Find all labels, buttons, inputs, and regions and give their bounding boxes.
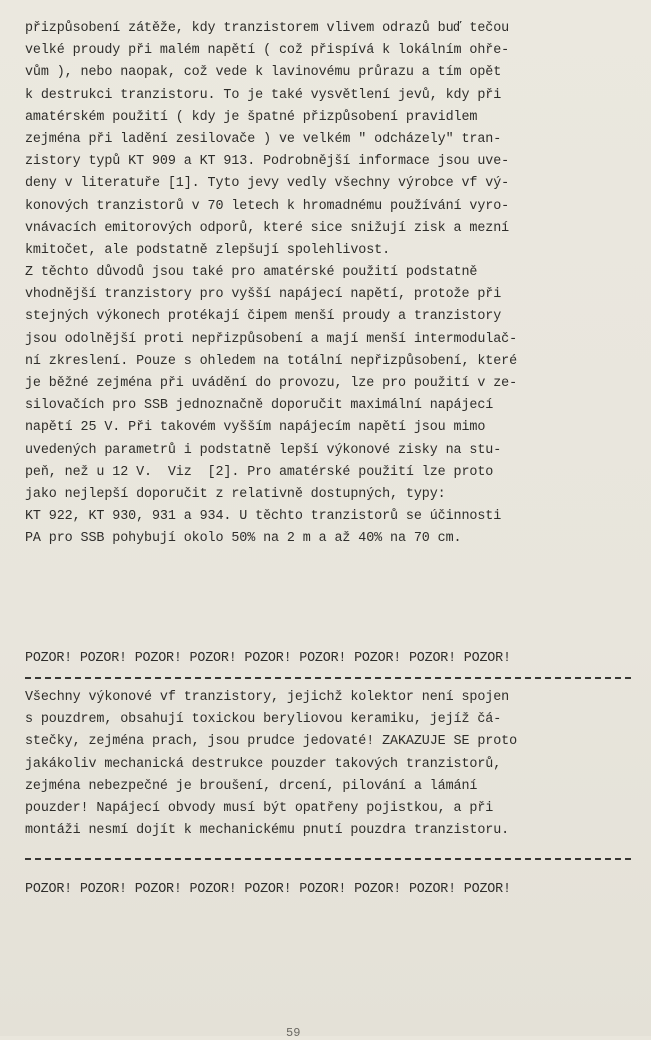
text-line: stejných výkonech protékají čipem menší proudy a tranzistory — [25, 309, 502, 325]
text-line: k destrukci tranzistoru. To je také vysvětlení jevů, kdy při — [25, 87, 502, 103]
warning-line: pouzder! Napájecí obvody musí být opatřeny pojistkou, a při — [25, 800, 494, 816]
text-line: jsou odolnější proti nepřizpůsobení a mají menší intermodulač- — [25, 331, 518, 347]
warning-banner-bottom: POZOR! POZOR! POZOR! POZOR! POZOR! POZOR! POZOR! POZOR! POZOR! — [25, 882, 511, 897]
text-line: vhodnější tranzistory pro vyšší napájecí napětí, protože při — [25, 287, 502, 303]
body-text — [25, 18, 637, 551]
text-line: konových tranzistorů v 70 letech k hromadnému používání vyro- — [25, 198, 510, 214]
text-line: vnávacích emitorových odporů, které sice snižují zisk a mezní — [25, 220, 510, 236]
dashed-divider-top — [25, 677, 631, 679]
text-line: napětí 25 V. Při takovém vyšším napájecím napětí jsou mimo — [25, 420, 486, 436]
text-line: kmitočet, ale podstatně zlepšují spolehlivost. — [25, 242, 391, 258]
text-line: uvedených parametrů i podstatně lepší výkonové zisky na stu- — [25, 442, 502, 458]
warning-line: zejména nebezpečné je broušení, drcení, pilování a lámání — [25, 778, 478, 794]
warning-line: montáži nesmí dojít k mechanickému pnutí pouzdra tranzistoru. — [25, 823, 510, 839]
warning-line: Všechny výkonové vf tranzistory, jejichž kolektor není spojen — [25, 690, 510, 705]
text-line: jako nejlepší doporučit z relativně dostupných, typy: — [25, 486, 446, 502]
text-line: deny v literatuře [1]. Tyto jevy vedly všechny výrobce vf vý- — [25, 176, 510, 192]
warning-text — [25, 687, 637, 842]
text-line: zistory typů KT 909 a KT 913. Podrobnější informace jsou uve- — [25, 154, 510, 170]
text-line: amatérském použití ( kdy je špatné přizpůsobení pravidlem — [25, 109, 478, 125]
text-line: peň, než u 12 V. Viz [2]. Pro amatérské použití lze proto — [25, 464, 494, 480]
warning-line: s pouzdrem, obsahují toxickou beryliovou keramiku, jejíž čá- — [25, 712, 502, 728]
text-line: velké proudy při malém napětí ( což přispívá k lokálním ohře- — [25, 43, 510, 59]
text-line: silovačích pro SSB jednoznačně doporučit maximální napájecí — [25, 398, 494, 414]
warning-line: jakákoliv mechanická destrukce pouzder takových tranzistorů, — [25, 756, 502, 772]
dashed-divider-bottom — [25, 858, 631, 860]
page-number: 59 — [286, 1026, 301, 1040]
text-line: KT 922, KT 930, 931 a 934. U těchto tranzistorů se účinnosti — [25, 509, 502, 525]
warning-banner-top: POZOR! POZOR! POZOR! POZOR! POZOR! POZOR! POZOR! POZOR! POZOR! — [25, 651, 511, 666]
warning-line: stečky, zejména prach, jsou prudce jedovaté! ZAKAZUJE SE proto — [25, 734, 518, 750]
text-line: vům ), nebo naopak, což vede k lavinovému průrazu a tím opět — [25, 65, 502, 81]
text-line: Z těchto důvodů jsou také pro amatérské použití podstatně — [25, 265, 478, 281]
text-line: přizpůsobení zátěže, kdy tranzistorem vlivem odrazů buď tečou — [25, 21, 510, 36]
text-line: ní zkreslení. Pouze s ohledem na totální nepřizpůsobení, které — [25, 353, 518, 369]
text-line: zejména při ladění zesilovače ) ve velkém " odcházely" tran- — [25, 131, 502, 147]
text-line: PA pro SSB pohybují okolo 50% na 2 m a až 40% na 70 cm. — [25, 531, 462, 547]
text-line: je běžné zejména při uvádění do provozu, lze pro použití v ze- — [25, 376, 518, 391]
